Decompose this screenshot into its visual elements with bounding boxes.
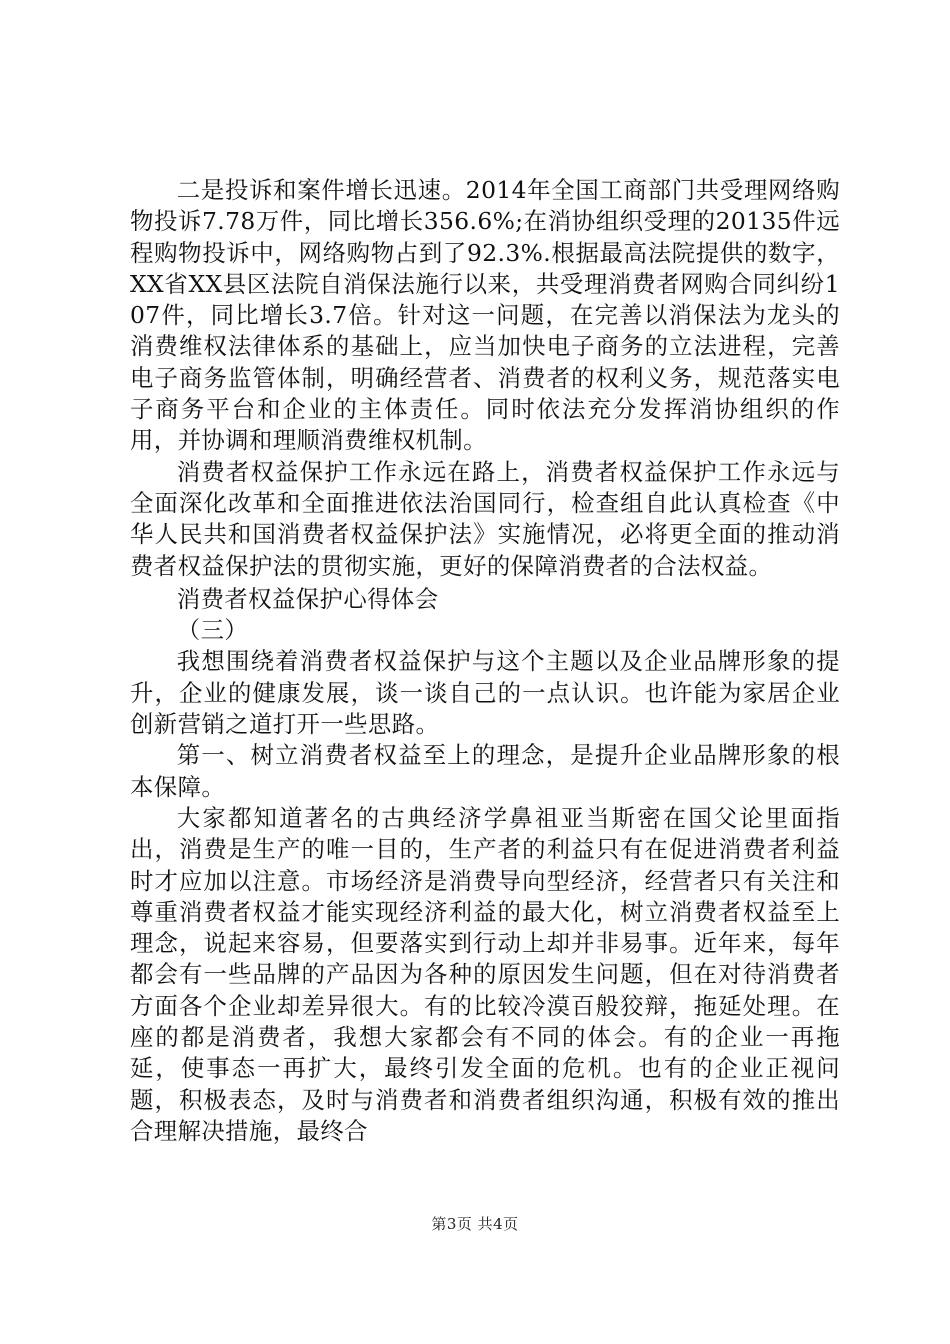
section-title: 消费者权益保护心得体会 — [176, 584, 439, 613]
page-number-footer: 第3页 共4页 — [431, 1215, 519, 1233]
paragraph-adam-smith: 大家都知道著名的古典经济学鼻祖亚当斯密在国父论里面指出，消费是生产的唯一目的，生产者的利益只有在促进消费者利益时才应加以注意。市场经济是消费导向型经济，经营者只有关注和尊重消费者权益才能实现经济利益的最大化，树立消费者权益至上理念，说起来容易，但要落实到行动上却并非易事。近年来，每年都会有一些品牌的产品因为各种的原因发生问题，但在对待消费者方面各个企业却差异很大。有的比较冷漠百般狡辩，拖延处理。在座的都是消费者，我想大家都会有不同的体会。有的企业一再拖延，使事态一再扩大，最终引发全面的危机。也有的企业正视问题，积极表态，及时与消费者和消费者组织沟通，积极有效的推出合理解决措施，最终合 — [130, 803, 840, 1145]
document-body — [130, 175, 840, 1147]
paragraph-consumer-protection-ongoing: 消费者权益保护工作永远在路上，消费者权益保护工作永远与全面深化改革和全面推进依法治国同行，检查组自此认真检查《中华人民共和国消费者权益保护法》实施情况，必将更全面的推动消费者权益保护法的贯彻实施，更好的保障消费者的合法权益。 — [130, 457, 840, 580]
section-number: （三） — [176, 616, 249, 645]
paragraph-point-one: 第一、树立消费者权益至上的理念，是提升企业品牌形象的根本保障。 — [130, 741, 840, 801]
paragraph-complaints-growth: 二是投诉和案件增长迅速。2014年全国工商部门共受理网络购物投诉7.78万件，同比增长356.6%;在消协组织受理的20135件远程购物投诉中，网络购物占到了92.3%.根据最高法院提供的数字，XX省XX县区法院自消保法施行以来，共受理消费者网购合同纠纷107件，同比增长3.7倍。针对这一问题，在完善以消保法为龙头的消费维权法律体系的基础上，应当加快电子商务的立法进程，完善电子商务监管体制，明确经营者、消费者的权利义务，规范落实电子商务平台和企业的主体责任。同时依法充分发挥消协组织的作用，并协调和理顺消费维权机制。 — [130, 176, 840, 455]
paragraph-intro: 我想围绕着消费者权益保护与这个主题以及企业品牌形象的提升，企业的健康发展，谈一谈自己的一点认识。也许能为家居企业创新营销之道打开一些思路。 — [130, 647, 840, 739]
